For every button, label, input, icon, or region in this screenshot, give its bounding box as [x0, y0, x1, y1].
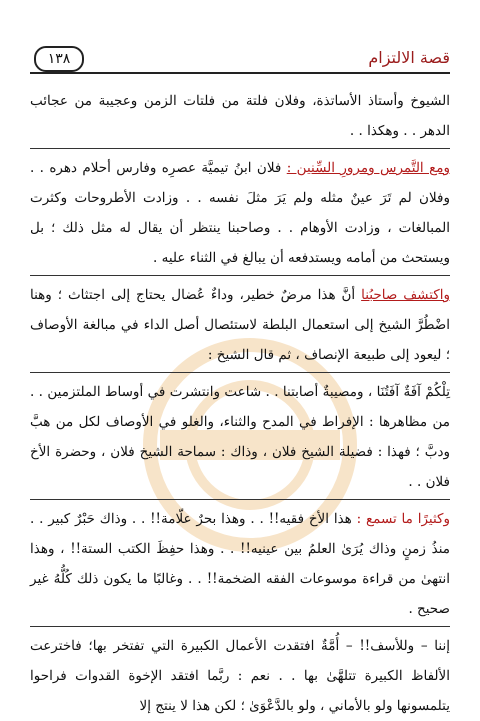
body-text: [30, 86, 450, 721]
paragraph-text: الشيوخ وأستاذ الأساتذة، وفلان فلتة من فلتات الزمن وعجيبة من عجائب الدهر . . وهكذا . .: [30, 93, 450, 139]
paragraph-5: [30, 504, 450, 624]
divider: [30, 626, 450, 627]
paragraph-text: تِلْكُمْ آفَةٌ آفَتُنَا ، ومصيبةٌ أصابتنا . . شاعت وانتشرت في أوساط الملتزمين . . من مظاهرها : الإفراط في المدح والثناء، والغلو في الأوصاف لكل من هبَّ ودبَّ ؛ فهذا : فضيلة الشيخ فلان ، وذاك : سماحة الشيخ فلان ، وحضرة الأخ فلان . .: [30, 384, 450, 490]
paragraph-4: [30, 377, 450, 497]
paragraph-lead: وكثيرًا ما تسمع :: [356, 511, 450, 527]
paragraph-6: [30, 631, 450, 721]
paragraph-lead: ومع التَّمرس ومرورِ السِّنين :: [286, 160, 450, 176]
chapter-title: قصة الالتزام: [368, 48, 450, 67]
paragraph-lead: واكتشف صاحبُنا: [361, 287, 450, 303]
paragraph-text: إننا – وللأسف!! – أُمَّةٌ افتقدت الأعمال الكبيرة التي تفتخر بها؛ فاخترعت الألفاظ الكبيرة تتلهَّىٰ بها . . نعم : ربَّما افتقد الإخوة القدوات فراحوا يتلمسونها ولو بالأماني ، ولو بالدَّعْوَىٰ ؛ لكن هذا لا ينتج إلا: [30, 638, 450, 714]
paragraph-text: هذا الأخ فقيه!! . . وهذا بحرٌ علّامة!! . . وذاك حَبْرٌ كبير . . منذُ زمنٍ وذاك يُرَىٰ العلمُ بين عينيه!! . . وهذا حفِظَ الكتب الستة!! ، وهذا انتهىٰ من قراءة موسوعات الفقه الضخمة!! . . وغالبًا ما يكون ذلك كُلُّهُ غير صحيح .: [30, 511, 450, 617]
paragraph-1: [30, 86, 450, 146]
paragraph-3: [30, 280, 450, 370]
page-number: ١٣٨: [34, 46, 84, 72]
divider: [30, 275, 450, 276]
divider: [30, 372, 450, 373]
page-header: [30, 46, 450, 76]
paragraph-text: فلان ابنُ تيميَّة عصرِه وفارس أحلام دهره . . وفلان لم تَرَ عينٌ مثله ولم يَرَ مثلَ نفسه . . وزادت الأطروحات وكثرت المبالغات ، وزادت الأوهام . . وصاحبنا ينتظر أن يقال له مثل ذلك ؛ بل ويستحث من أمامه ويستدفعه أن يبالغ في الثناء عليه .: [30, 160, 450, 266]
paragraph-text: أنَّ هذا مرضٌ خطير، وداءٌ عُضال يحتاج إلى اجتثاث ؛ وهنا اضْطُرَّ الشيخ إلى استعمال البلطة لاستئصال أصل الداء في مبالغة الأوصاف ؛ ليعود إلى طبيعة الإنصاف ، ثم قال الشيخ :: [30, 287, 450, 363]
paragraph-2: [30, 153, 450, 273]
divider: [30, 499, 450, 500]
divider: [30, 148, 450, 149]
header-rule: [30, 72, 450, 74]
